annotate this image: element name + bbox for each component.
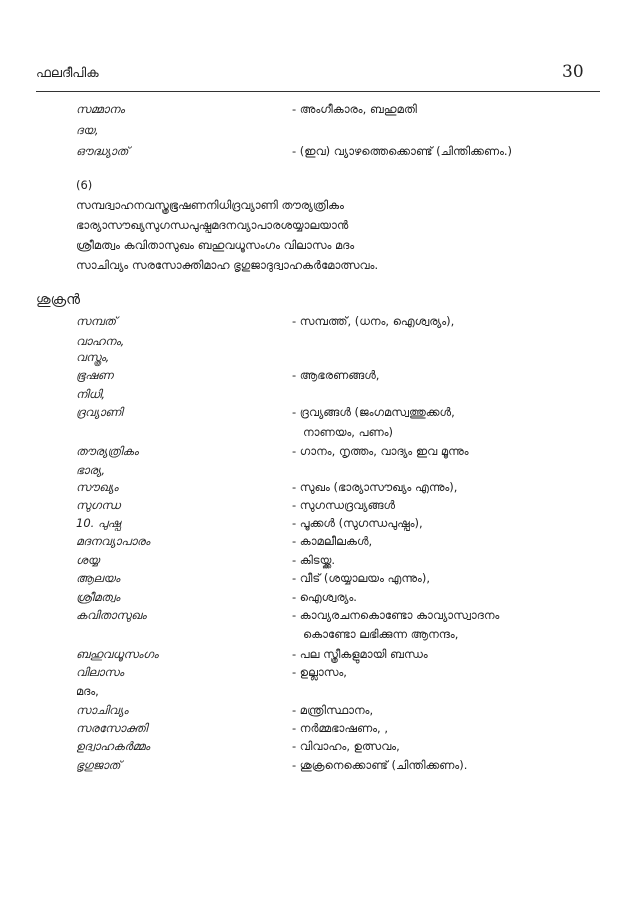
gloss-meaning: - മന്ത്രിസ്ഥാനം,: [292, 703, 374, 717]
gloss-meaning: - സുഗന്ധദ്രവ്യങ്ങൾ: [292, 498, 396, 512]
gloss-meaning: - ശുക്രനെക്കൊണ്ട് (ചിന്തിക്കണം).: [292, 758, 468, 772]
verse-number: (6): [76, 178, 93, 192]
gloss-term: മദനവ്യാപാരം: [76, 534, 150, 548]
gloss-term: സമ്പത്: [76, 314, 117, 328]
gloss-term: ഭൃഗുജാത്: [76, 758, 121, 772]
header-rule: [36, 91, 600, 92]
gloss-meaning: - കാമലീലകൾ,: [292, 534, 373, 548]
gloss-term: വാഹനം,: [76, 334, 125, 348]
gloss-term: സുഗന്ധ: [76, 498, 121, 512]
gloss-term: വിലാസം: [76, 665, 124, 679]
gloss-meaning: - ദ്രവ്യങ്ങൾ (ജംഗമസ്വത്തുക്കൾ,: [292, 405, 455, 419]
gloss-meaning-continued: നാണയം, പണം): [303, 425, 394, 439]
gloss-term: സൗഖ്യം: [76, 480, 119, 494]
gloss-meaning: - നർമ്മഭാഷണം, ,: [292, 721, 388, 735]
gloss-term: ഭൂഷണ: [76, 368, 113, 382]
gloss-meaning: - കിടയ്ക്ക.: [292, 553, 335, 567]
verse-line: സാചിവ്യം സരസോക്തിമാഹ ഭൃഗുജാദുദ്വാഹകർമോത്സവം.: [76, 258, 379, 272]
gloss-term: ശയ്യ: [76, 553, 100, 567]
verse-line: സമ്പദ്വാഹനവസ്ത്രഭൂഷണനിധിദ്രവ്യാണി തൗര്യത്രികം: [76, 198, 344, 212]
gloss-term: സാചിവ്യം: [76, 703, 129, 717]
gloss-meaning: - അംഗീകാരം, ബഹുമതി: [292, 102, 417, 116]
book-title: ഫലദീപിക: [36, 66, 99, 81]
gloss-meaning: - വിവാഹം, ഉത്സവം,: [292, 739, 400, 753]
verse-line: ശ്രീമത്വം കവിതാസുഖം ബഹുവധൂസംഗം വിലാസം മദം: [76, 238, 355, 252]
gloss-meaning: - ഐശ്വര്യം.: [292, 590, 357, 604]
gloss-term: ഉദ്വാഹകർമ്മം: [76, 739, 150, 753]
gloss-term: 10. പുഷ്പ: [76, 516, 121, 530]
gloss-term: മദം,: [76, 684, 99, 698]
gloss-term: കവിതാസുഖം: [76, 608, 147, 622]
gloss-term: ദ്രവ്യാണി: [76, 405, 123, 419]
gloss-meaning-continued: കൊണ്ടോ ലഭിക്കുന്ന ആനന്ദം,: [303, 627, 459, 641]
gloss-term: സരസോക്തി: [76, 721, 148, 735]
gloss-meaning: - കാവ്യരചനകൊണ്ടോ കാവ്യാസ്വാദനം: [292, 608, 500, 622]
gloss-meaning: - ഉല്ലാസം,: [292, 665, 347, 679]
gloss-meaning: - സുഖം (ഭാര്യാസൗഖ്യം എന്നും),: [292, 480, 458, 494]
gloss-meaning: - സമ്പത്ത്, (ധനം, ഐശ്വര്യം),: [292, 314, 455, 328]
gloss-term: നിധി,: [76, 387, 106, 401]
verse-line: ഭാര്യാസൗഖ്യസുഗന്ധപുഷ്പമദനവ്യാപാരശയ്യാലയാൻ: [76, 218, 349, 232]
gloss-meaning: - ഗാനം, നൃത്തം, വാദ്യം ഇവ മൂന്നും: [292, 444, 469, 458]
gloss-term: സമ്മാനം: [76, 102, 125, 116]
section-title: ശുക്രൻ: [36, 292, 81, 308]
gloss-term: ബഹുവധൂസംഗം: [76, 647, 159, 661]
page-number: 30: [562, 62, 584, 82]
gloss-term: ഔദ്ധ്യാത്: [76, 144, 129, 158]
gloss-term: ദയ,: [76, 123, 99, 137]
gloss-term: വസ്ത്രം,: [76, 350, 110, 364]
gloss-term: ആലയം: [76, 571, 120, 585]
gloss-meaning: - പല സ്ത്രീകളുമായി ബന്ധം: [292, 647, 428, 661]
gloss-meaning: - വീട് (ശയ്യാലയം എന്നും),: [292, 571, 430, 585]
gloss-meaning: - ആഭരണങ്ങൾ,: [292, 368, 380, 382]
gloss-meaning: - (ഇവ) വ്യാഴത്തെക്കൊണ്ട് (ചിന്തിക്കണം.): [292, 144, 513, 158]
gloss-term: തൗര്യത്രികം: [76, 444, 139, 458]
gloss-term: ഭാര്യ,: [76, 463, 105, 477]
gloss-term: ശ്രീമത്വം: [76, 590, 120, 604]
gloss-meaning: - പൂക്കൾ (സുഗന്ധപുഷ്പം),: [292, 516, 423, 530]
